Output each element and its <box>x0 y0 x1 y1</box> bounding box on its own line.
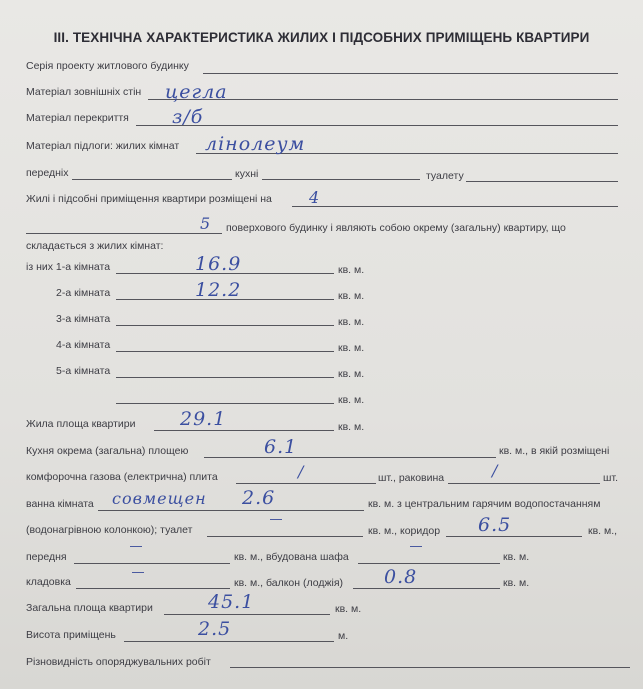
hw-height: 2.5 <box>198 618 232 640</box>
hw-floor-number: 4 <box>309 188 321 207</box>
field-toilet[interactable] <box>466 181 618 182</box>
unit-height: м. <box>338 630 349 642</box>
unit-room4: кв. м. <box>338 342 365 354</box>
label-corridor: кв. м., коридор <box>368 525 441 537</box>
unit-balcony: кв. м. <box>503 577 530 589</box>
field-toilet-area[interactable] <box>207 536 363 537</box>
label-room5: 5-а кімната <box>56 365 111 377</box>
field-height[interactable] <box>124 641 334 642</box>
label-consists: складається з жилих кімнат: <box>26 240 164 252</box>
unit-total-area: кв. м. <box>335 603 362 615</box>
field-hall2[interactable] <box>74 563 230 564</box>
hw-ceilings: з/б <box>172 106 204 128</box>
label-toilet: туалету <box>426 170 464 182</box>
hw-corridor: 6.5 <box>478 514 512 536</box>
hw-balcony: 0.8 <box>384 566 418 588</box>
field-storage[interactable] <box>76 588 230 589</box>
hw-bath-type: совмещен <box>112 489 207 508</box>
label-floor: Матеріал підлоги: жилих кімнат <box>26 140 180 152</box>
label-room2: 2-а кімната <box>56 287 111 299</box>
label-living-area: Жила площа квартири <box>26 418 136 430</box>
hw-total-area: 45.1 <box>208 591 255 613</box>
field-floor-number[interactable] <box>292 206 618 207</box>
field-hall[interactable] <box>72 179 232 180</box>
field-room5[interactable] <box>116 377 334 378</box>
field-finishing[interactable] <box>230 667 630 668</box>
dash-toilet <box>270 519 282 520</box>
field-ceilings[interactable] <box>136 125 618 126</box>
field-room4[interactable] <box>116 351 334 352</box>
hw-floor: лінолеум <box>205 133 306 155</box>
hw-kitchen-area: 6.1 <box>264 436 298 458</box>
label-located-on: Жилі і підсобні приміщення квартири розміщені на <box>26 193 272 205</box>
hw-storeys: 5 <box>200 214 212 233</box>
field-sink[interactable] <box>448 483 600 484</box>
hw-room2: 12.2 <box>195 279 242 301</box>
field-bathroom[interactable] <box>98 510 364 511</box>
label-wardrobe: кв. м., вбудована шафа <box>234 551 349 563</box>
field-stove[interactable] <box>236 483 376 484</box>
label-room4: 4-а кімната <box>56 339 111 351</box>
unit-room1: кв. м. <box>338 264 365 276</box>
unit-room5: кв. м. <box>338 368 365 380</box>
label-finishing: Різновидність опоряджувальних робіт <box>26 656 211 668</box>
label-bathroom: ванна кімната <box>26 498 94 510</box>
label-room3: 3-а кімната <box>56 313 111 325</box>
label-ceilings: Матеріал перекриття <box>26 112 129 124</box>
label-walls: Матеріал зовнішніх стін <box>26 86 142 98</box>
unit-room3: кв. м. <box>338 316 365 328</box>
dash-storage <box>132 572 144 573</box>
field-series[interactable] <box>203 73 618 74</box>
label-building-floors: поверхового будинку і являють собою окрему (загальну) квартиру, що <box>226 222 566 234</box>
hw-stove: / <box>298 462 305 481</box>
label-pcs: шт. <box>603 472 618 484</box>
label-room1: із них 1-а кімната <box>26 261 111 273</box>
label-stove: комфорочна газова (електрична) плита <box>26 471 218 483</box>
field-kitchen-area[interactable] <box>204 457 496 458</box>
field-living-area[interactable] <box>154 430 334 431</box>
field-total-area[interactable] <box>164 614 330 615</box>
form-title: III. ТЕХНІЧНА ХАРАКТЕРИСТИКА ЖИЛИХ І ПІДСОБНИХ ПРИМІЩЕНЬ КВАРТИРИ <box>53 30 590 45</box>
unit-room-extra: кв. м. <box>338 394 365 406</box>
label-kitchen-tail: кв. м., в якій розміщені <box>499 445 610 457</box>
hw-walls: цегла <box>165 81 228 103</box>
hw-bath-area: 2.6 <box>242 487 276 509</box>
label-storage: кладовка <box>26 576 71 588</box>
unit-room2: кв. м. <box>338 290 365 302</box>
label-hall2: передня <box>26 551 67 563</box>
field-room3[interactable] <box>116 325 334 326</box>
field-corridor[interactable] <box>446 536 582 537</box>
label-boiler: (водонагрівною колонкою); туалет <box>26 524 193 536</box>
field-room-extra[interactable] <box>116 403 334 404</box>
unit-corridor: кв. м., <box>588 525 618 537</box>
label-pcs-sink: шт., раковина <box>378 472 445 484</box>
field-storeys[interactable] <box>26 233 222 234</box>
hw-sink: / <box>492 461 499 480</box>
label-series: Серія проекту житлового будинку <box>26 60 189 72</box>
label-kitchen-area: Кухня окрема (загальна) площею <box>26 445 189 457</box>
unit-living-area: кв. м. <box>338 421 365 433</box>
field-wardrobe[interactable] <box>358 563 500 564</box>
label-hall: передніх <box>26 167 69 179</box>
dash-hall2 <box>130 546 142 547</box>
hw-living-area: 29.1 <box>180 408 227 430</box>
label-bathroom-tail: кв. м. з центральним гарячим водопостачанням <box>368 498 601 510</box>
label-balcony: кв. м., балкон (лоджія) <box>234 577 343 589</box>
label-height: Висота приміщень <box>26 629 116 641</box>
label-kitchen: кухні <box>235 168 259 180</box>
field-kitchen[interactable] <box>262 179 420 180</box>
dash-wardrobe <box>410 546 422 547</box>
hw-room1: 16.9 <box>195 253 242 275</box>
field-balcony[interactable] <box>353 588 500 589</box>
label-total-area: Загальна площа квартири <box>26 602 153 614</box>
unit-wardrobe: кв. м. <box>503 551 530 563</box>
